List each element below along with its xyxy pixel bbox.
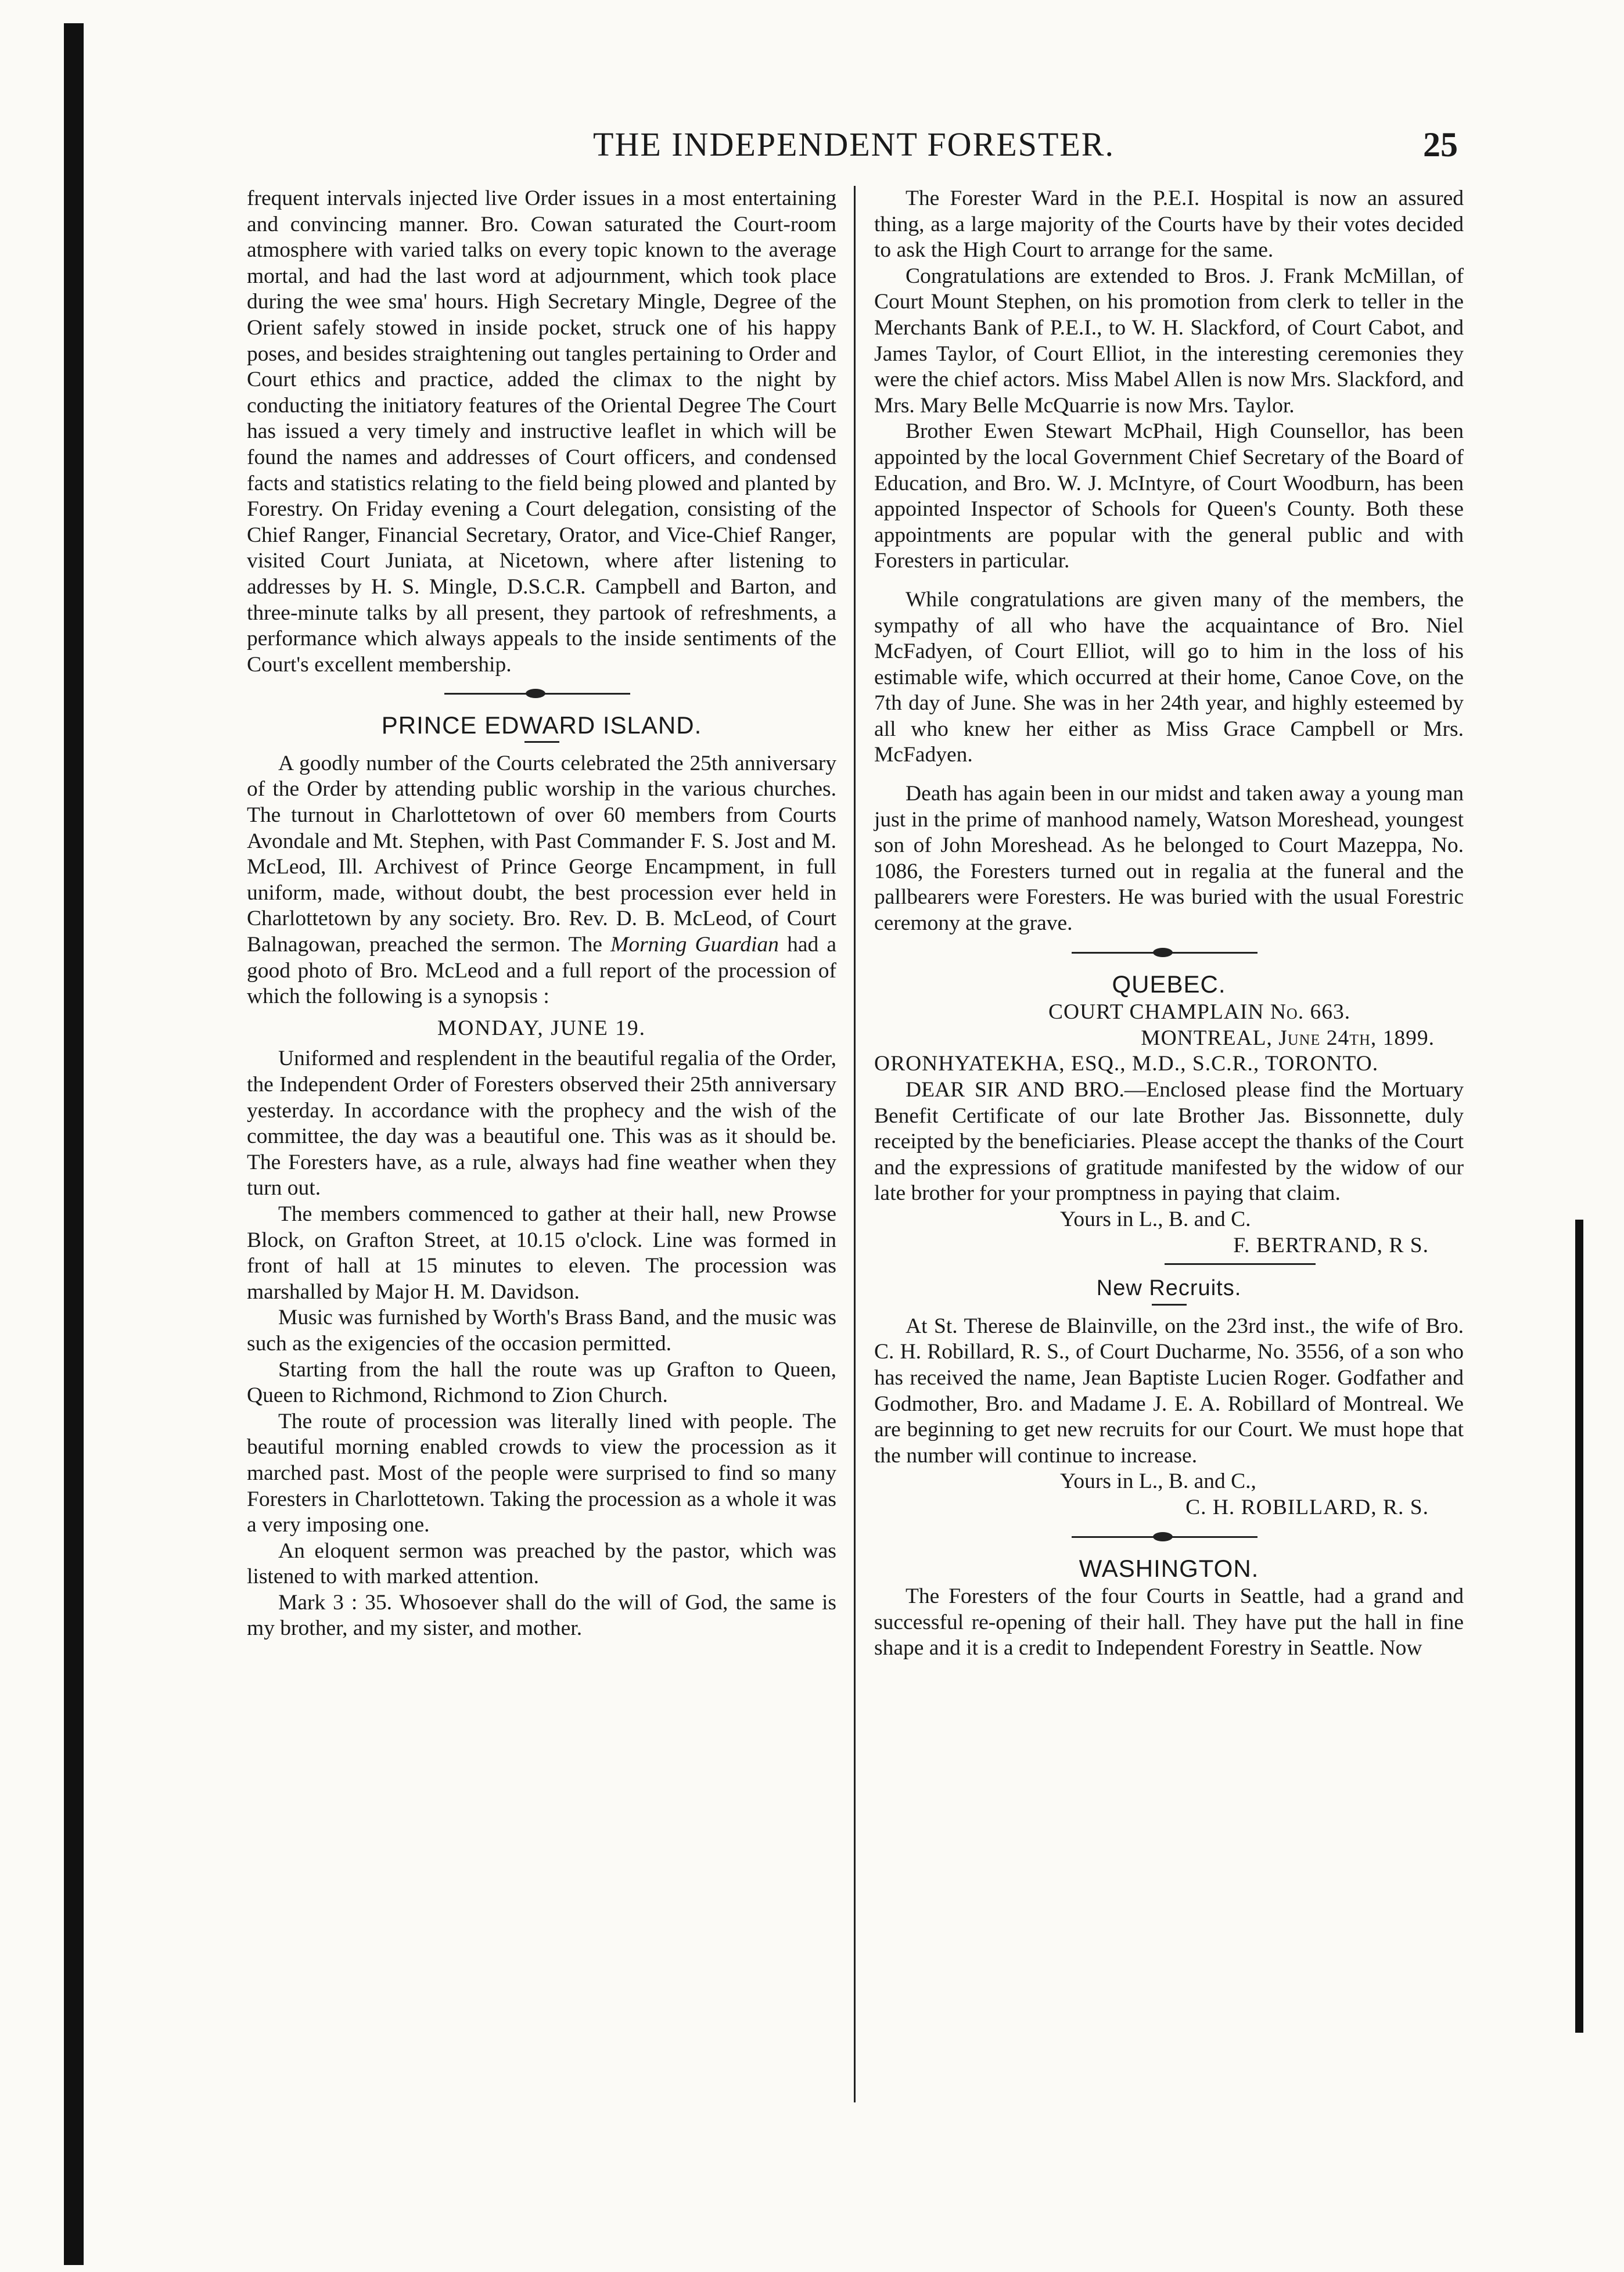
newspaper-name: Morning Guardian xyxy=(610,933,779,957)
page-number: 25 xyxy=(1423,125,1458,164)
left-column xyxy=(247,186,836,1642)
paragraph: A goodly number of the Courts celebrated the 25th anniversary of the Order by attending public worship in the various churches. The turnout in Charlottetown of over 60 members from Courts Avondale and Mt. Stephen, with Past Commander F. S. Jost and M. McLeod, Ill. Archivest of Prince George Encampment, in full uniform, made, without doubt, the best procession ever held in Charlottetown by any society. Bro. Rev. D. B. McLeod, of Court Balnagowan, preached the sermon. The Morning Guardian had a good photo of Bro. McLeod and a full report of the procession of which the following is a synopsis : xyxy=(247,751,837,1009)
section-separator xyxy=(874,944,1464,961)
heading-dash xyxy=(524,741,559,743)
paragraph: Uniformed and resplendent in the beautiful regalia of the Order, the Independent Order of Foresters observed their 25th anniversary yesterday. In accordance with the prophecy and the wish of the committee, the day was a beautiful one. This was as it should be. The Foresters have, as a rule, always had fine weather when they turn out. xyxy=(247,1047,836,1200)
paragraph: frequent intervals injected live Order issues in a most entertaining and convincing manner. Bro. Cowan saturated the Court-room atmosphere with varied talks on every topic known to the average mortal, and had the last word at adjournment, which took place during the wee sma' hours. High Secretary Mingle, Degree of the Orient safely stowed in inside pocket, struck one of his happy poses, and besides straightening out tangles pertaining to Order and Court ethics and practice, added the climax to the night by conducting the initiatory features of the Oriental Degree The Court has issued a very timely and instructive leaflet in which will be found the names and addresses of Court officers, and condensed facts and statistics relating to the field being plowed and planted by Forestry. On Friday evening a Court delegation, consisting of the Chief Ranger, Financial Secretary, Orator, and Vice-Chief Ranger, visited Court Juniata, at Nicetown, where after listening to addresses by H. S. Mingle, D.S.C.R. Campbell and Barton, and three-minute talks by all present, they partook of refreshments, a performance which always appeals to the inside sentiments of the Court's excellent membership. xyxy=(247,186,836,677)
page-header xyxy=(250,125,1458,166)
section-heading-pei: PRINCE EDWARD ISLAND. xyxy=(381,711,702,739)
section-separator xyxy=(247,685,836,702)
scan-edge-right xyxy=(1575,1220,1583,2033)
date-line: MONTREAL, June 24th, 1899. xyxy=(1141,1026,1435,1050)
court-line: COURT CHAMPLAIN No. 663. xyxy=(1048,1000,1351,1024)
paragraph: The route of procession was literally lined with people. The beautiful morning enabled crowds to view the procession as it marched past. Most of the people were surprised to find so many Foresters in Charlottetown. Taking the procession as a whole it was a very imposing one. xyxy=(247,1409,836,1537)
heading-dash xyxy=(1152,1304,1187,1306)
section-heading-recruits: New Recruits. xyxy=(1096,1276,1242,1301)
journal-title: THE INDEPENDENT FORESTER. xyxy=(593,125,1115,163)
signature: C. H. ROBILLARD, R. S. xyxy=(1185,1495,1429,1519)
letter-body: DEAR SIR AND BRO.—Enclosed please find the Mortuary Benefit Certificate of our late Brother Jas. Bissonnette, duly receipted by the beneficiaries. Please accept the thanks of the Court and the expressions of gratitude manifested by the widow of our late brother for your promptness in paying that claim. xyxy=(874,1078,1464,1206)
closing: Yours in L., B. and C. xyxy=(1060,1207,1251,1231)
paragraph: The Foresters of the four Courts in Seattle, had a grand and successful re-opening of their hall. They have put the hall in fine shape and it is a credit to Independent Forestry in Seattle. Now xyxy=(874,1584,1464,1660)
paragraph: The Forester Ward in the P.E.I. Hospital is now an assured thing, as a large majority of the Courts have by their votes decided to ask the High Court to arrange for the same. xyxy=(874,186,1464,263)
paragraph: Death has again been in our midst and taken away a young man just in the prime of manhood namely, Watson Moreshead, youngest son of John Moreshead. As he belonged to Court Mazeppa, No. 1086, the Foresters turned out in regalia at the funeral and the pallbearers were Foresters. He was buried with the usual Forestric ceremony at the grave. xyxy=(874,782,1464,936)
scan-edge-left xyxy=(64,23,84,2265)
paragraph: The members commenced to gather at their hall, new Prowse Block, on Grafton Street, at 10.15 o'clock. Line was formed in front of hall at 15 minutes to eleven. The procession was marshalled by Major H. M. Davidson. xyxy=(247,1202,836,1304)
closing: Yours in L., B. and C., xyxy=(1060,1469,1256,1494)
paragraph: At St. Therese de Blainville, on the 23rd inst., the wife of Bro. C. H. Robillard, R. S., of Court Ducharme, No. 3556, of a son who has received the name, Jean Baptiste Lucien Roger. Godfather and Godmother, Bro. and Madame J. E. A. Robillard of Montreal. We are beginning to get new recruits for our Court. We must hope that the number will continue to increase. xyxy=(874,1314,1464,1468)
column-divider xyxy=(854,186,856,2102)
section-heading-washington: WASHINGTON. xyxy=(1079,1554,1259,1582)
paragraph: An eloquent sermon was preached by the pastor, which was listened to with marked attention. xyxy=(247,1538,836,1589)
dateline: MONDAY, JUNE 19. xyxy=(437,1016,646,1040)
paragraph: Congratulations are extended to Bros. J. Frank McMillan, of Court Mount Stephen, on his promotion from clerk to teller in the Merchants Bank of P.E.I., to W. H. Slackford, of Court Cabot, and James Taylor, of Court Elliot, in the interesting ceremonies they were the chief actors. Miss Mabel Allen is now Mrs. Slackford, and Mrs. Mary Belle McQuarrie is now Mrs. Taylor. xyxy=(874,264,1464,418)
paragraph: Music was furnished by Worth's Brass Band, and the music was such as the exigencies of the occasion permitted. xyxy=(247,1306,836,1356)
short-rule xyxy=(1165,1263,1316,1265)
paragraph: Starting from the hall the route was up Grafton to Queen, Queen to Richmond, Richmond to Zion Church. xyxy=(247,1357,836,1408)
signature: F. BERTRAND, R S. xyxy=(1233,1233,1429,1257)
section-separator xyxy=(874,1528,1464,1545)
right-column xyxy=(874,186,1464,1662)
paragraph: While congratulations are given many of the members, the sympathy of all who have the acquaintance of Bro. Niel McFadyen, of Court Elliot, will go to him in the loss of his estimable wife, which occurred at their home, Canoe Cove, on the 7th day of June. She was in her 24th year, and highly esteemed by all who knew her either as Miss Grace Campbell or Mrs. McFadyen. xyxy=(874,587,1464,767)
paragraph: Brother Ewen Stewart McPhail, High Counsellor, has been appointed by the local Government Chief Secretary of the Board of Education, and Bro. W. J. McIntyre, of Court Woodburn, has been appointed Inspector of Schools for Queen's County. Both these appointments are popular with the general public and with Foresters in particular. xyxy=(874,419,1464,573)
addressee: ORONHYATEKHA, ESQ., M.D., S.C.R., TORONTO. xyxy=(874,1052,1379,1076)
paragraph: Mark 3 : 35. Whosoever shall do the will of God, the same is my brother, and my sister, and mother. xyxy=(247,1590,836,1641)
section-heading-quebec: QUEBEC. xyxy=(1112,970,1226,998)
